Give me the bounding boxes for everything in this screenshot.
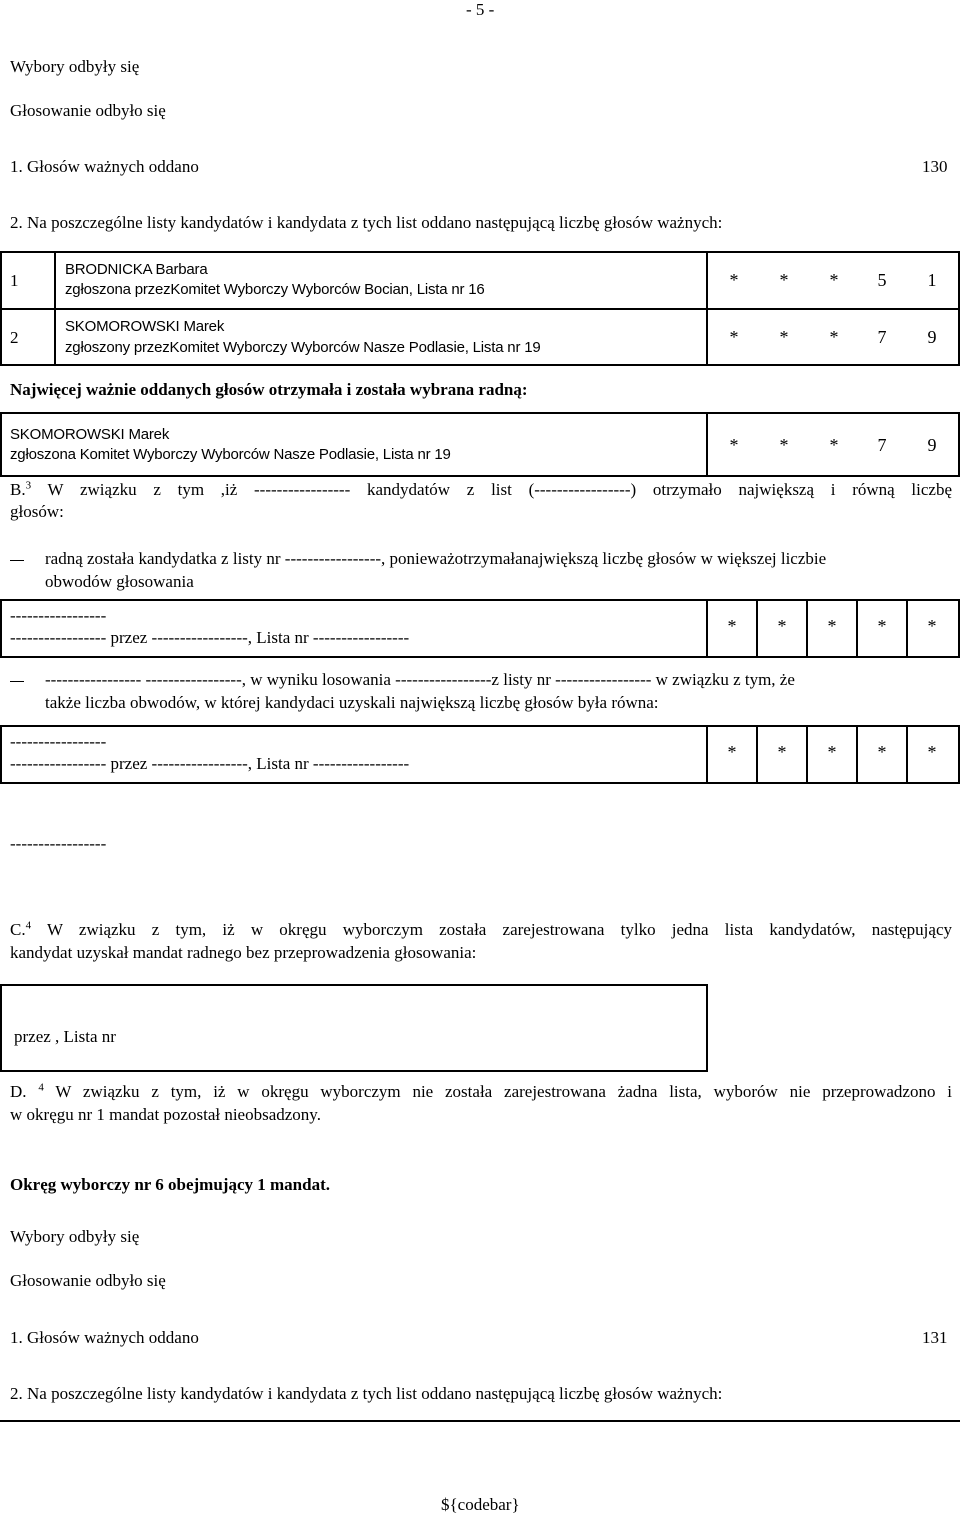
candidate-number: 1 <box>10 271 19 290</box>
vote-digit: 7 <box>877 327 887 347</box>
vote-digit: * <box>777 742 787 762</box>
valid-votes-label: 1. Głosów ważnych oddano <box>10 1328 199 1347</box>
vote-digit: * <box>927 742 937 762</box>
candidate-name: SKOMOROWSKI Marek <box>65 318 225 335</box>
section-b-line1: W związku z tym ,iż ----------------- kandydatów z list (-----------------) otrzymało największą i równą liczbę <box>47 480 952 499</box>
vote-digit: * <box>927 616 937 636</box>
section-d-paragraph <box>10 1082 952 1102</box>
voting-held-text: Głosowanie odbyło się <box>10 101 166 120</box>
candidate-number: 2 <box>10 328 19 347</box>
candidate-description: zgłoszony przezKomitet Wyborczy Wyborców Nasze Podlasie, Lista nr 19 <box>65 339 541 356</box>
tie-box-line1: ----------------- <box>10 732 107 751</box>
vote-digit: * <box>877 742 887 762</box>
tie-box-line2: ----------------- przez -----------------, Lista nr ----------------- <box>10 754 410 773</box>
vote-digit: * <box>729 327 739 347</box>
vote-digit: * <box>779 270 789 290</box>
section-b-letter: B. <box>10 480 26 499</box>
winner-name: SKOMOROWSKI Marek <box>10 426 170 443</box>
section-b-line2: głosów: <box>10 502 64 521</box>
vote-digit: * <box>829 435 839 455</box>
elections-held-text: Wybory odbyły się <box>10 57 140 76</box>
section-b-paragraph <box>10 480 952 500</box>
section-b-trailing: ----------------- <box>10 834 107 853</box>
section-c-paragraph <box>10 920 952 940</box>
valid-votes-value: 131 <box>922 1328 948 1347</box>
footnote-ref: 4 <box>38 1082 44 1094</box>
voting-held-text: Głosowanie odbyło się <box>10 1271 166 1290</box>
page-number: - 5 - <box>466 0 495 19</box>
vote-digit: * <box>779 327 789 347</box>
section-d-letter: D. <box>10 1082 27 1101</box>
valid-votes-value: 130 <box>922 157 948 176</box>
elections-held-text: Wybory odbyły się <box>10 1227 140 1246</box>
vote-digit: * <box>729 270 739 290</box>
candidate-name: BRODNICKA Barbara <box>65 261 208 278</box>
section-d-line1: W związku z tym, iż w okręgu wyborczym nie została zarejestrowana żadna lista, wyborów nie przeprowadzono i <box>55 1082 952 1101</box>
section-c-line1: W związku z tym, iż w okręgu wyborczym została zarejestrowana tylko jedna lista kandydatów, następujący <box>46 920 952 939</box>
candidate-description: zgłoszona przezKomitet Wyborczy Wyborców Bocian, Lista nr 16 <box>65 281 485 298</box>
winner-heading: Najwięcej ważnie oddanych głosów otrzymała i została wybrana radną: <box>10 380 528 399</box>
vote-digit: * <box>827 616 837 636</box>
vote-digit: * <box>829 270 839 290</box>
bullet2-line2: także liczba obwodów, w której kandydaci uzyskali największą liczbę głosów była równa: <box>45 693 659 712</box>
vote-digit: * <box>777 616 787 636</box>
vote-digit: * <box>877 616 887 636</box>
bullet1-line2: obwodów głosowania <box>45 572 194 591</box>
bullet-dash <box>10 681 24 682</box>
bullet-dash <box>10 560 24 561</box>
vote-digit: * <box>729 435 739 455</box>
vote-digit: 5 <box>877 270 887 290</box>
per-list-label: 2. Na poszczególne listy kandydatów i kandydata z tych list oddano następującą liczbę głosów ważnych: <box>10 213 723 232</box>
vote-digit: * <box>827 742 837 762</box>
section-c-line2: kandydat uzyskał mandat radnego bez przeprowadzenia głosowania: <box>10 943 477 962</box>
footnote-ref: 4 <box>25 920 32 932</box>
vote-digit: 1 <box>927 270 937 290</box>
vote-digit: * <box>727 742 737 762</box>
section-c-letter: C. <box>10 920 26 939</box>
vote-digit: * <box>727 616 737 636</box>
vote-digit: * <box>779 435 789 455</box>
per-list-label: 2. Na poszczególne listy kandydatów i kandydata z tych list oddano następującą liczbę głosów ważnych: <box>10 1384 723 1403</box>
vote-digit: 9 <box>927 327 937 347</box>
winner-description: zgłoszona Komitet Wyborczy Wyborców Nasze Podlasie, Lista nr 19 <box>10 446 451 463</box>
tie-box-line1: ----------------- <box>10 606 107 625</box>
valid-votes-label: 1. Głosów ważnych oddano <box>10 157 199 176</box>
section-d-line2: w okręgu nr 1 mandat pozostał nieobsadzony. <box>10 1105 321 1124</box>
district-heading: Okręg wyborczy nr 6 obejmujący 1 mandat. <box>10 1175 330 1194</box>
bullet2-line1: ----------------- -----------------, w wyniku losowania -----------------z listy nr ----------------- w związku z tym, że <box>45 670 795 689</box>
tie-box-line2: ----------------- przez -----------------, Lista nr ----------------- <box>10 628 410 647</box>
footnote-ref: 3 <box>25 480 32 492</box>
section-c-box-text: przez , Lista nr <box>14 1027 116 1046</box>
vote-digit: 7 <box>877 435 887 455</box>
table-top-border <box>0 1420 960 1422</box>
vote-digit: 9 <box>927 435 937 455</box>
bullet1-line1: radną została kandydatka z listy nr -----------------, ponieważotrzymałanajwiększą liczbę głosów w większej liczbie <box>45 549 827 568</box>
footer-codebar: ${codebar} <box>441 1495 520 1514</box>
vote-digit: * <box>829 327 839 347</box>
